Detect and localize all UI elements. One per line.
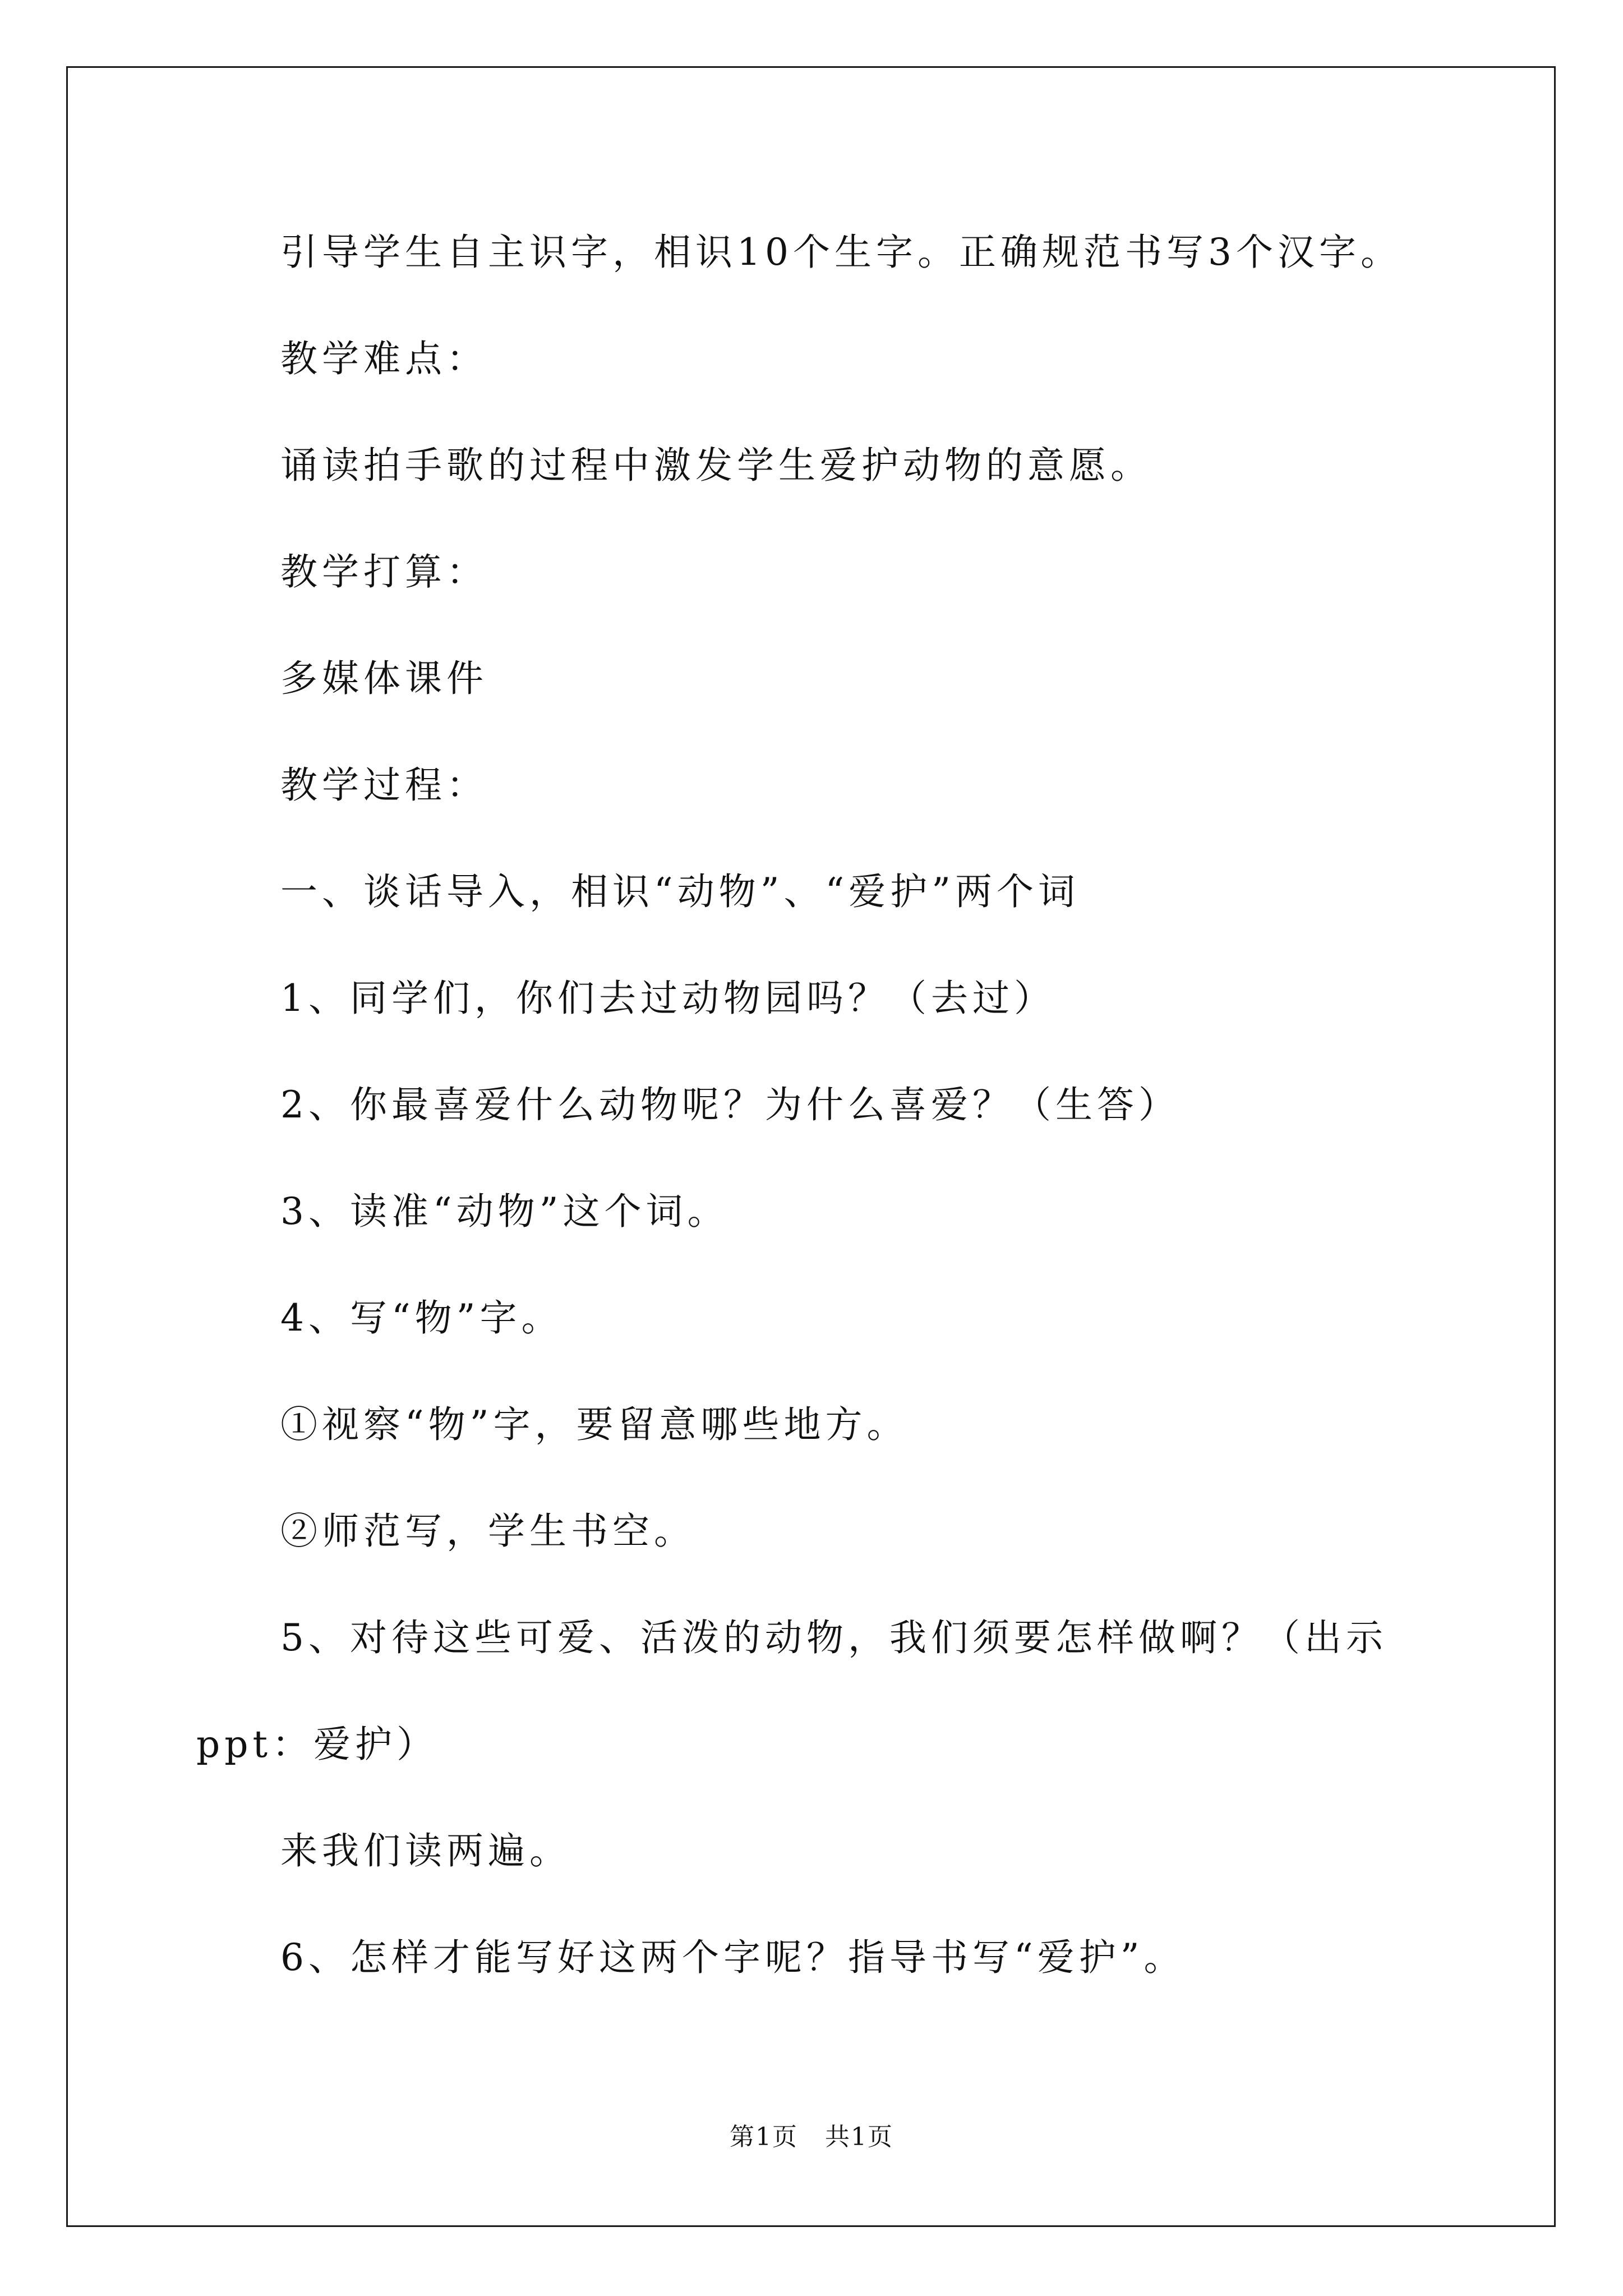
text-line-3: 诵读拍手歌的过程中激发学生爱护动物的意愿。 [280, 444, 1152, 487]
page-footer: 第1页 共1页 [730, 2123, 893, 2151]
text-line-15: ppt：爱护） [196, 1723, 439, 1766]
text-line-7: 一、谈话导入，相识“动物”、“爱护”两个词 [280, 870, 1080, 913]
text-line-17: 6、怎样才能写好这两个字呢？指导书写“爱护”。 [280, 1936, 1186, 1979]
text-line-12: ①视察“物”字，要留意哪些地方。 [280, 1403, 909, 1446]
text-line-1: 引导学生自主识字，相识10个生字。正确规范书写3个汉字。 [280, 231, 1402, 274]
text-line-11: 4、写“物”字。 [280, 1296, 563, 1340]
text-line-16: 来我们读两遍。 [280, 1829, 571, 1872]
text-line-6: 教学过程： [280, 763, 488, 807]
text-line-4: 教学打算： [280, 550, 488, 593]
text-line-9: 2、你最喜爱什么动物呢？为什么喜爱？（生答） [280, 1083, 1180, 1126]
text-line-5: 多媒体课件 [280, 657, 488, 700]
text-line-10: 3、读准“动物”这个词。 [280, 1190, 729, 1233]
text-line-8: 1、同学们，你们去过动物园吗？（去过） [280, 977, 1055, 1020]
page-border [66, 66, 1556, 2227]
text-line-14: 5、对待这些可爱、活泼的动物，我们须要怎样做啊？（出示 [280, 1616, 1387, 1659]
text-line-13: ②师范写，学生书空。 [280, 1510, 695, 1553]
text-line-2: 教学难点： [280, 337, 488, 380]
